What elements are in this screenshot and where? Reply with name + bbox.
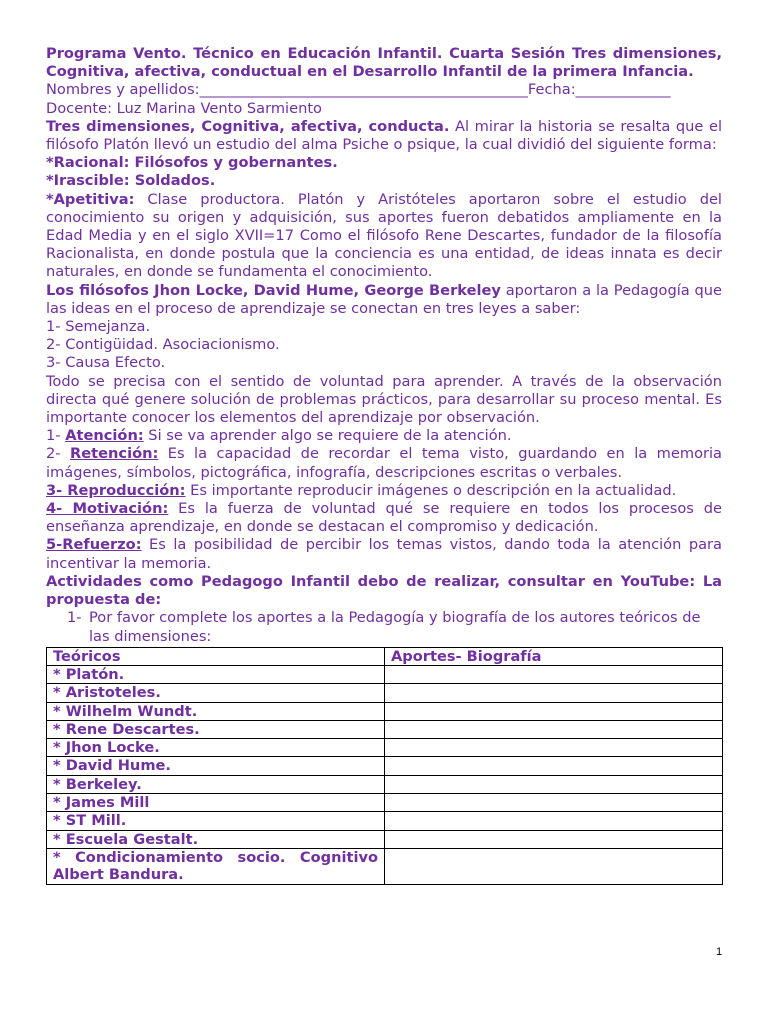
table-row	[47, 848, 723, 884]
table-header-theorists: Teóricos	[47, 647, 385, 665]
philosophers-paragraph	[46, 282, 722, 318]
answer-cell[interactable]	[385, 684, 723, 702]
theorist-cell: * James Mill	[47, 794, 385, 812]
element-term: Retención:	[70, 445, 159, 463]
answer-cell[interactable]	[385, 848, 723, 884]
answer-cell[interactable]	[385, 794, 723, 812]
theorist-cell: * Escuela Gestalt.	[47, 830, 385, 848]
table-row	[47, 666, 723, 684]
theorist-cell: * Aristoteles.	[47, 684, 385, 702]
element-text: Es la capacidad de recordar el tema visto, guardando en la memoria imágenes, símbolos, pictográfica, infografía, descripciones escritas o verbales.	[46, 445, 722, 481]
philosophers-heading: Los filósofos Jhon Locke, David Hume, George Berkeley	[46, 281, 501, 299]
intro-paragraph	[46, 118, 722, 154]
table-row	[47, 812, 723, 830]
task-text: Por favor complete los aportes a la Pedagogía y biografía de los autores teóricos de las dimensiones:	[89, 609, 701, 645]
apetitiva-text: Clase productora. Platón y Aristóteles aportaron sobre el estudio del conocimiento su origen y adquisición, sus aportes fueron debatidos ampliamente en la Edad Media y en el siglo XVII=17 Como el filósofo Rene Descartes, fundador de la filosofía Racionalista, en donde postula que la conciencia es una entidad, de ideas innata es decir naturales, en donde se fundamenta el conocimiento.	[46, 190, 722, 281]
page-number: 1	[716, 946, 723, 958]
law-item: 1- Semejanza.	[46, 318, 151, 336]
table-header-row	[47, 647, 723, 665]
theorist-cell: * Wilhelm Wundt.	[47, 702, 385, 720]
element-item	[46, 482, 722, 500]
date-blank: _____________	[575, 81, 671, 99]
element-term: 3- Reproducción:	[46, 481, 186, 499]
apetitiva-heading: *Apetitiva:	[46, 190, 135, 208]
table-row	[47, 684, 723, 702]
element-term: Atención:	[65, 427, 144, 445]
names-blank: _____________________________________________	[199, 81, 528, 99]
element-text: Es importante reproducir imágenes o descripción en la actualidad.	[185, 481, 677, 499]
element-text: Es la fuerza de voluntad qué se requiere en todos los procesos de enseñanza aprendizaje, en donde se destacan el compromiso y dedicación.	[46, 500, 722, 536]
element-item	[46, 536, 722, 572]
table-row	[47, 757, 723, 775]
answer-cell[interactable]	[385, 812, 723, 830]
answer-cell[interactable]	[385, 720, 723, 738]
table-row	[47, 739, 723, 757]
element-item	[46, 445, 722, 481]
philosophers-text: aportaron a la Pedagogía que las ideas en el proceso de aprendizaje se conectan en tres leyes a saber:	[46, 281, 723, 317]
theorist-cell: * Rene Descartes.	[47, 720, 385, 738]
intro-heading: Tres dimensiones, Cognitiva, afectiva, conducta.	[46, 117, 450, 135]
answer-cell[interactable]	[385, 702, 723, 720]
law-item: 3- Causa Efecto.	[46, 354, 166, 372]
irascible-line: *Irascible: Soldados.	[46, 172, 216, 190]
document-page	[46, 45, 722, 885]
answer-cell[interactable]	[385, 775, 723, 793]
answer-cell[interactable]	[385, 739, 723, 757]
task-number: 1-	[67, 609, 82, 627]
theorist-cell: * Berkeley.	[47, 775, 385, 793]
element-item	[46, 427, 722, 445]
theorist-cell: * ST Mill.	[47, 812, 385, 830]
activities-heading: Actividades como Pedagogo Infantil debo de realizar, consultar en YouTube: La propuesta de:	[46, 572, 722, 609]
names-label: Nombres y apellidos:	[46, 81, 200, 99]
theorists-table	[46, 647, 723, 885]
element-number: 2-	[46, 445, 71, 463]
element-item	[46, 500, 722, 536]
table-row	[47, 702, 723, 720]
element-text: Si se va aprender algo se requiere de la atención.	[143, 427, 512, 445]
will-paragraph: Todo se precisa con el sentido de voluntad para aprender. A través de la observación directa qué genere solución de problemas prácticos, para desarrollar su proceso mental. Es importante conocer los elementos del aprendizaje por observación.	[46, 372, 722, 427]
teacher-line: Docente: Luz Marina Vento Sarmiento	[46, 99, 322, 117]
racional-line: *Racional: Filósofos y gobernantes.	[46, 154, 338, 172]
theorist-cell: * Jhon Locke.	[47, 739, 385, 757]
table-row	[47, 720, 723, 738]
element-term: 4- Motivación:	[46, 500, 169, 518]
answer-cell[interactable]	[385, 830, 723, 848]
theorist-cell: * David Hume.	[47, 757, 385, 775]
law-item: 2- Contigüidad. Asociacionismo.	[46, 336, 280, 354]
document-title: Programa Vento. Técnico en Educación Infantil. Cuarta Sesión Tres dimensiones, Cognitiva, afectiva, conductual en el Desarrollo Infantil de la primera Infancia.	[46, 45, 722, 81]
intro-text: Al mirar la historia se resalta que el filósofo Platón llevó un estudio del alma Psiche o psique, la cual dividió del siguiente forma:	[46, 117, 723, 154]
theorist-cell: * Platón.	[47, 666, 385, 684]
date-label: Fecha:	[527, 81, 576, 99]
element-text: Es la posibilidad de percibir los temas vistos, dando toda la atención para incentivar la memoria.	[46, 536, 722, 572]
answer-cell[interactable]	[385, 757, 723, 775]
element-term: 5-Refuerzo:	[46, 536, 142, 554]
apetitiva-paragraph	[46, 191, 722, 282]
table-row	[47, 830, 723, 848]
task-item	[46, 609, 722, 645]
table-row	[47, 794, 723, 812]
answer-cell[interactable]	[385, 666, 723, 684]
table-row	[47, 775, 723, 793]
theorist-cell: * Condicionamiento socio. Cognitivo Albert Bandura.	[47, 848, 385, 884]
names-date-line	[46, 81, 722, 99]
table-header-contributions: Aportes- Biografía	[385, 647, 723, 665]
element-number: 1-	[46, 427, 66, 445]
